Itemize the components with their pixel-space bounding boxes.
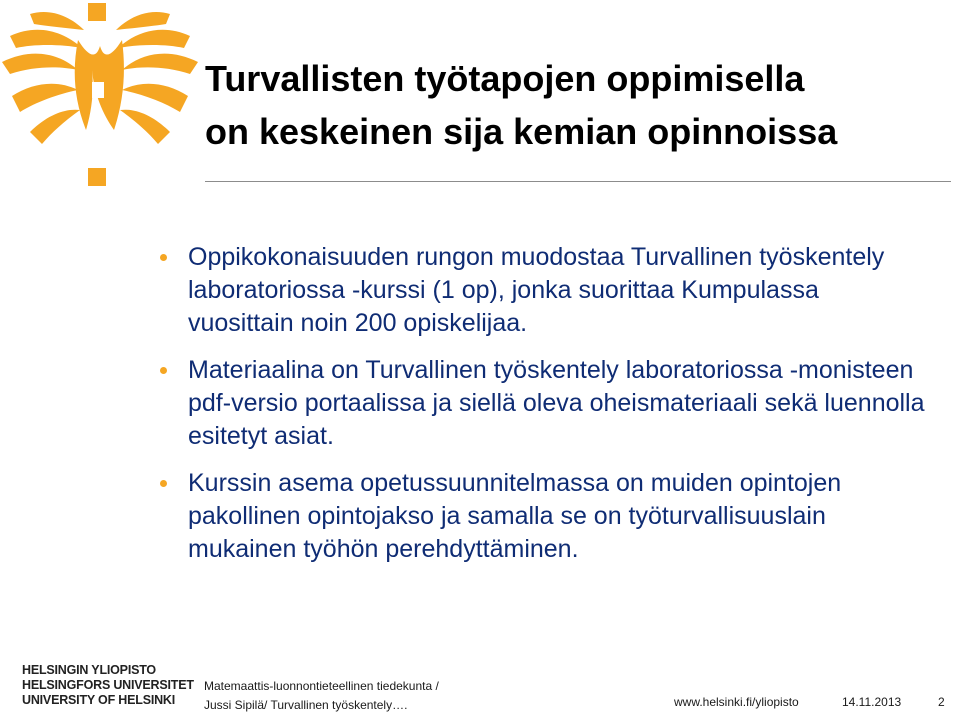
bullet-text: Oppikokonaisuuden rungon muodostaa Turvallinen työskentely laboratoriossa -kurssi (1 op), jonka suorittaa Kumpulassa vuosittain noin 200 opiskelijaa. xyxy=(188,243,885,337)
footer-faculty-line-2: Jussi Sipilä/ Turvallinen työskentely…. xyxy=(204,698,408,712)
university-name-fi: HELSINGIN YLIOPISTO xyxy=(22,663,156,677)
bullet-item xyxy=(160,241,930,340)
bullet-list xyxy=(160,241,930,580)
bullet-item xyxy=(160,467,930,566)
university-flame-logo-icon xyxy=(0,0,200,190)
bullet-text: Materiaalina on Turvallinen työskentely laboratoriossa -monisteen pdf-versio portaalissa ja siellä oleva oheismateriaali sekä luennolla esitetyt asiat. xyxy=(188,356,925,450)
footer-faculty xyxy=(204,677,439,715)
slide-title-line-2: on keskeinen sija kemian opinnoissa xyxy=(205,111,838,152)
footer-date: 14.11.2013 xyxy=(842,695,902,709)
page-number: 2 xyxy=(938,695,945,709)
slide-title-line-1: Turvallisten työtapojen oppimisella xyxy=(205,58,805,99)
university-name-en: UNIVERSITY OF HELSINKI xyxy=(22,693,176,707)
university-name xyxy=(22,663,197,708)
title-divider xyxy=(205,181,951,182)
bullet-item xyxy=(160,354,930,453)
bullet-dot-icon xyxy=(160,480,167,487)
bullet-dot-icon xyxy=(160,254,167,261)
bullet-dot-icon xyxy=(160,367,167,374)
bullet-text: Kurssin asema opetussuunnitelmassa on muiden opintojen pakollinen opintojakso ja samalla se on työturvallisuuslain mukainen työhön perehdyttäminen. xyxy=(188,469,842,563)
footer-url: www.helsinki.fi/yliopisto xyxy=(674,695,799,709)
university-name-sv: HELSINGFORS UNIVERSITET xyxy=(22,678,194,692)
slide-title xyxy=(205,52,950,158)
footer-faculty-line-1: Matemaattis-luonnontieteellinen tiedekunta / xyxy=(204,679,439,693)
